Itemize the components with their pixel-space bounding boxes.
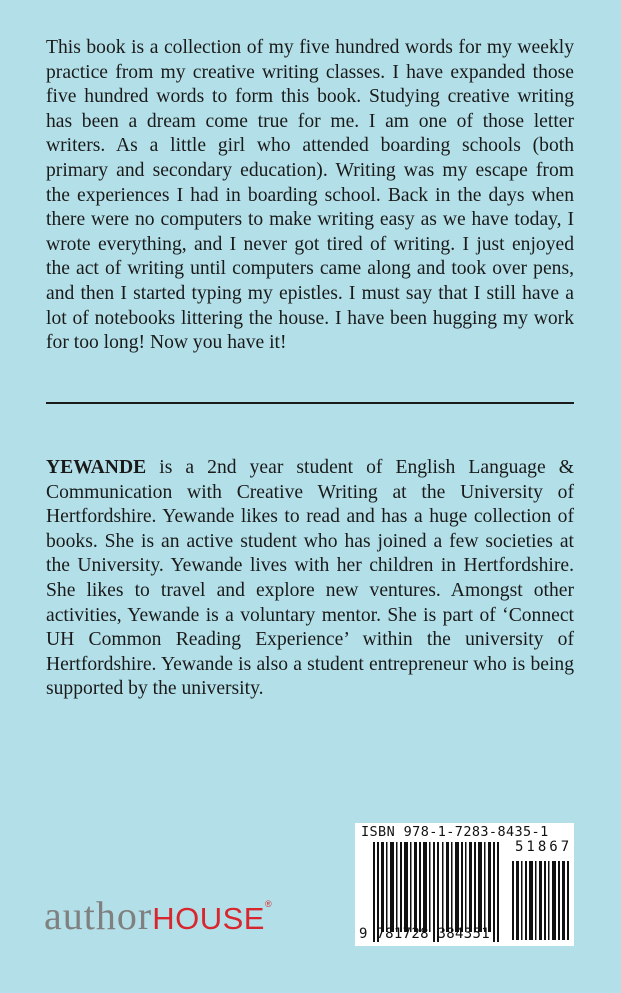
- author-bio: [46, 456, 574, 702]
- publisher-logo: [44, 880, 272, 943]
- section-divider: [46, 402, 574, 404]
- isbn-barcode: [355, 823, 574, 946]
- logo-house-text: HOUSE: [152, 901, 265, 936]
- barcode-addon-bars-icon: [512, 861, 570, 940]
- barcode-addon-digits: 51867: [515, 839, 573, 855]
- back-cover-blurb: This book is a collection of my five hundred words for my weekly practice from my creative writing classes. I have expanded those five hundred words to form this book. Studying creative writing has been a dream come true for me. I am one of those letter writers. As a little girl who attended boarding schools (both primary and secondary education). Writing was my escape from the experiences I had in boarding school. Back in the days when there were no computers to make writing easy as we have today, I wrote everything, and I never got tired of writing. I just enjoyed the act of writing until computers came along and took over pens, and then I started typing my epistles. I must say that I still have a lot of notebooks littering the house. I have been hugging my work for too long! Now you have it!: [46, 37, 574, 354]
- author-bio-text: is a 2nd year student of English Language & Communication with Creative Writing at the University of Hertfordshire. Yewande likes to read and has a huge collection of books. She is an active student who has joined a few societies at the University. Yewande lives with her children in Hertfordshire. She likes to travel and explore new ventures. Amongst other activities, Yewande is a voluntary mentor. She is part of ‘Connect UH Common Reading Experience’ within the university of Hertfordshire. Yewande is also a student entrepreneur who is being supported by the university.: [46, 457, 574, 700]
- logo-author-text: author: [44, 893, 153, 938]
- barcode-digits: 9 781728 384351: [359, 926, 490, 942]
- isbn-label: ISBN 978-1-7283-8435-1: [361, 824, 549, 840]
- author-name: YEWANDE: [46, 457, 147, 478]
- registered-mark: ®: [264, 899, 272, 909]
